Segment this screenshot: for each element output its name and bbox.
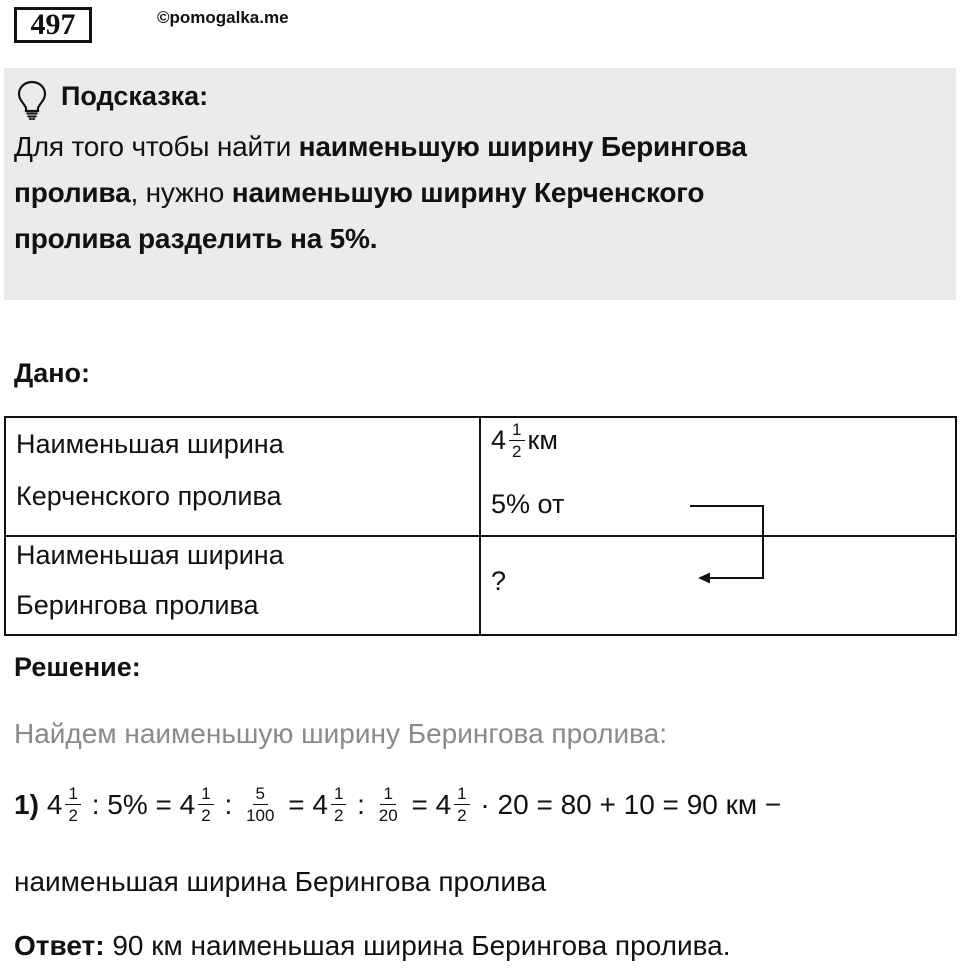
row-1-label-line-2: Керченского пролива — [16, 481, 282, 511]
hint-emphasis: наименьшую ширину Керченского — [231, 177, 705, 208]
hint-line-1 — [14, 131, 747, 163]
fraction-numerator: 1 — [65, 784, 80, 805]
watermark: ©pomogalka.me — [157, 8, 289, 27]
fraction-numerator: 1 — [198, 784, 213, 805]
row-1-note: 5% от — [491, 489, 565, 519]
fraction-denominator: 20 — [378, 806, 398, 825]
answer-text: 90 км наименьшая ширина Берингова пролива. — [104, 930, 731, 961]
fraction-denominator: 2 — [333, 806, 344, 825]
fraction — [198, 784, 213, 825]
calc-operator: : — [216, 788, 241, 820]
fraction — [331, 784, 346, 825]
lightbulb-icon — [16, 80, 48, 120]
fraction — [65, 784, 80, 825]
fraction-denominator: 100 — [246, 806, 275, 825]
fraction-denominator: 2 — [201, 806, 211, 825]
hint-emphasis: пролива разделить на 5%. — [14, 223, 378, 254]
answer-label: Ответ: — [14, 930, 105, 961]
hint-title: Подсказка: — [61, 81, 209, 111]
calc-operator: · 20 = 80 + 10 = 90 км − — [472, 788, 782, 820]
calc-whole: 4 — [46, 788, 63, 820]
calc-operator: : — [349, 788, 373, 820]
row-2-label-line-2: Берингова пролива — [16, 590, 259, 620]
calc-operator: : 5% = — [83, 788, 180, 820]
fraction — [376, 784, 401, 825]
solution-intro: Найдем наименьшую ширину Берингова пролива: — [14, 718, 668, 749]
solution-conclusion: наименьшая ширина Берингова пролива — [14, 866, 547, 897]
fraction-denominator: 2 — [68, 806, 78, 825]
hint-line-3 — [14, 223, 377, 255]
calc-whole: 4 — [312, 788, 328, 820]
given-title: Дано: — [14, 358, 91, 388]
calc-whole: 4 — [179, 788, 196, 820]
fraction-numerator: 1 — [380, 784, 395, 805]
table-divider — [479, 416, 481, 636]
table-divider — [4, 535, 957, 537]
solution-title: Решение: — [14, 652, 141, 682]
value-whole: 4 — [491, 425, 507, 455]
fraction — [509, 420, 524, 461]
fraction-numerator: 1 — [509, 420, 524, 441]
calculation-line — [14, 784, 781, 825]
calc-whole: 4 — [435, 788, 452, 820]
hint-text: Для того чтобы найти — [14, 131, 299, 162]
hint-emphasis: наименьшую ширину Берингова — [298, 131, 747, 162]
fraction — [243, 784, 277, 825]
hint-emphasis: пролива — [14, 177, 131, 208]
task-number: 497 — [14, 7, 92, 43]
row-1-label-line-1: Наименьшая ширина — [16, 429, 284, 459]
value-unit: км — [527, 425, 558, 455]
fraction-numerator: 5 — [253, 784, 268, 805]
row-1-value — [491, 420, 558, 461]
fraction — [454, 784, 469, 825]
calc-operator: = — [280, 788, 313, 820]
arrow-left-icon — [690, 496, 780, 588]
answer-line — [14, 930, 731, 962]
hint-text: , нужно — [130, 177, 232, 208]
fraction-denominator: 2 — [512, 442, 522, 461]
row-2-label-line-1: Наименьшая ширина — [16, 540, 284, 570]
calc-operator: = — [403, 788, 436, 820]
fraction-numerator: 1 — [331, 784, 346, 805]
fraction-denominator: 2 — [457, 806, 467, 825]
step-label: 1) — [14, 788, 39, 820]
row-2-value: ? — [491, 566, 507, 596]
fraction-numerator: 1 — [454, 784, 469, 805]
hint-line-2 — [14, 177, 704, 209]
